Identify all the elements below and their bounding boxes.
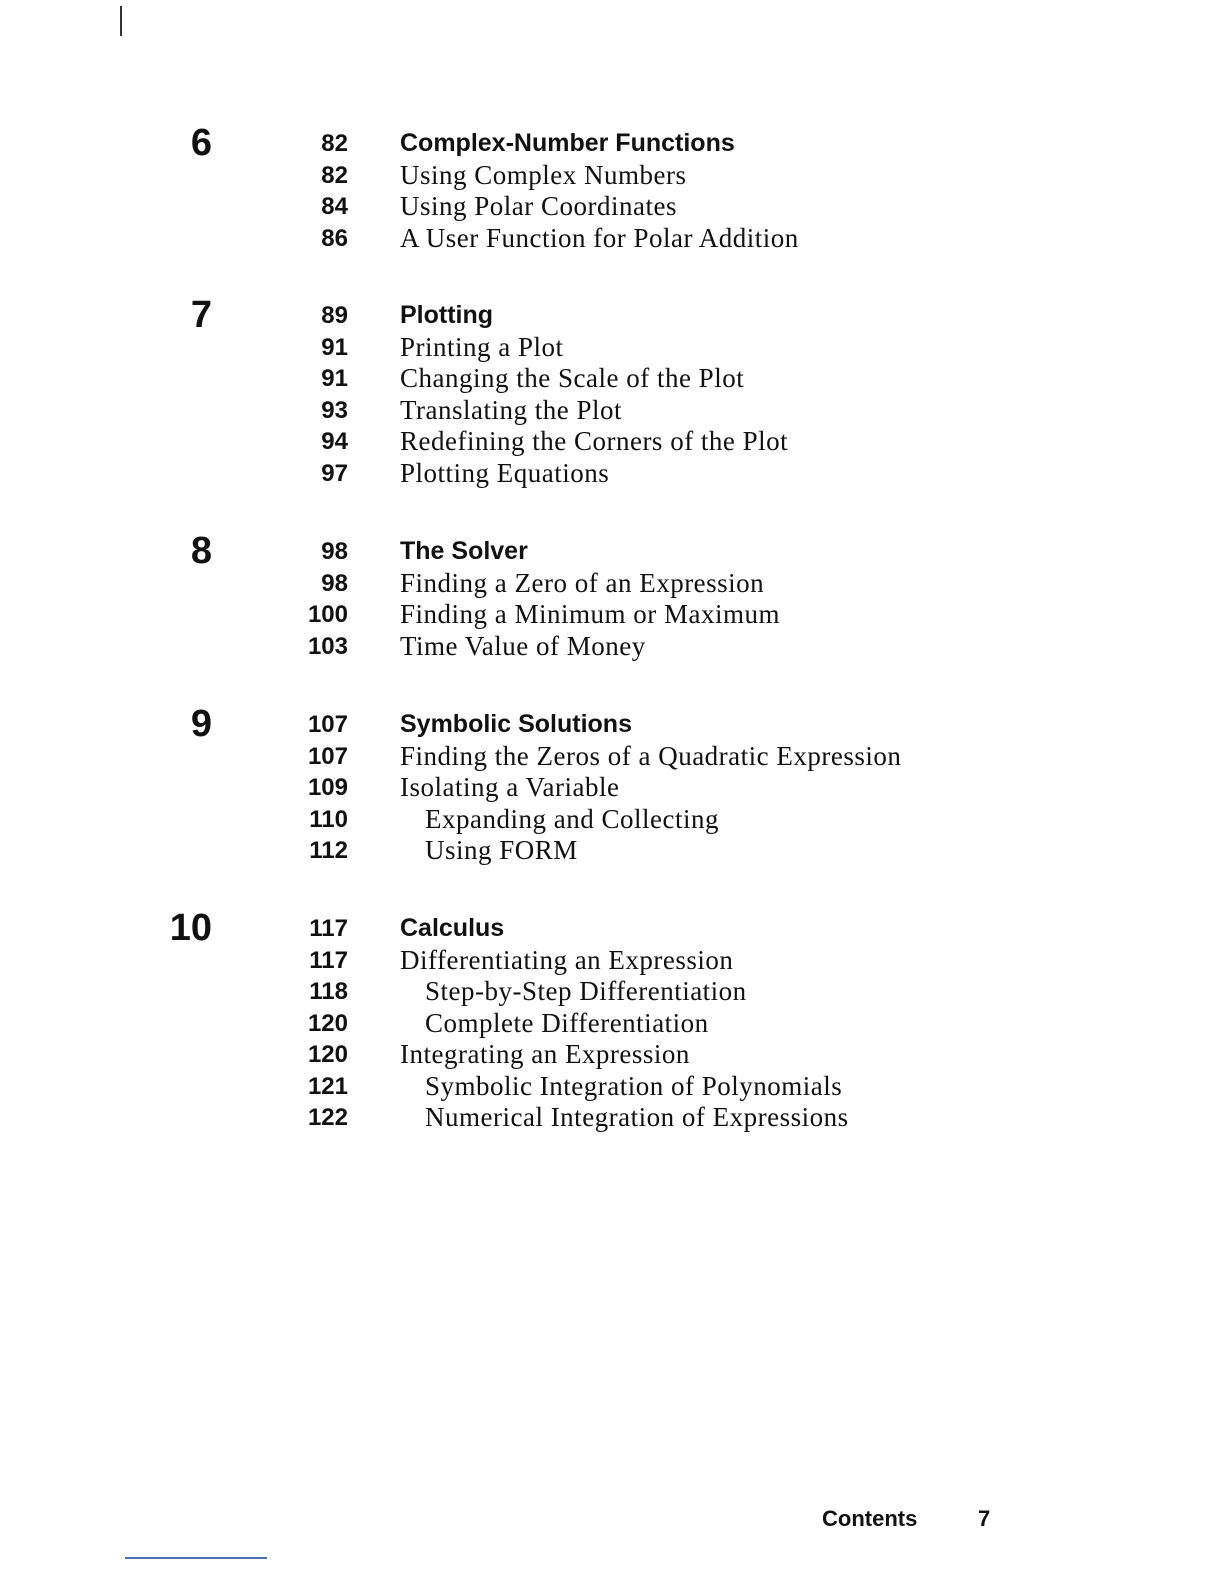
section-title: Using Polar Coordinates (400, 191, 677, 221)
section-title: Finding a Zero of an Expression (400, 567, 765, 598)
footer-label: Contents (822, 1506, 918, 1531)
page-number: 107 (307, 711, 348, 738)
page-number: 107 (307, 742, 348, 770)
section-title: Integrating an Expression (400, 1039, 690, 1069)
toc-entry[interactable] (0, 835, 1224, 867)
section-title: Isolating a Variable (400, 772, 620, 802)
page-number: 97 (321, 459, 348, 487)
page-number: 91 (321, 365, 348, 392)
subsection-title: Expanding and Collecting (425, 803, 719, 834)
subsection-title: Symbolic Integration of Polynomials (425, 1070, 843, 1101)
toc-entry[interactable] (0, 223, 1224, 255)
subsection-title: Complete Differentiation (425, 1007, 709, 1038)
toc-entry[interactable] (0, 913, 1224, 945)
toc-entry[interactable] (0, 599, 1224, 631)
toc-entry[interactable] (0, 1008, 1224, 1040)
chapter-8 (0, 530, 1224, 662)
chapter-number: 10 (169, 907, 212, 949)
footer-page-number: 7 (978, 1506, 991, 1531)
page-number: 89 (321, 302, 348, 329)
chapter-10 (0, 907, 1224, 1134)
section-title: Using Complex Numbers (400, 159, 687, 190)
toc-entry[interactable] (0, 363, 1224, 395)
subsection-title: Numerical Integration of Expressions (425, 1102, 849, 1132)
page-number: 103 (307, 632, 348, 660)
section-title: A User Function for Polar Addition (400, 222, 799, 253)
section-title: Redefining the Corners of the Plot (400, 426, 789, 456)
toc-entry[interactable] (0, 631, 1224, 663)
toc-entry[interactable] (0, 458, 1224, 490)
page-number: 100 (307, 601, 348, 628)
page-number: 117 (309, 946, 348, 974)
chapter-number: 9 (190, 703, 212, 745)
toc-entry[interactable] (0, 568, 1224, 600)
page-footer (0, 1506, 1224, 1538)
toc-entry[interactable] (0, 536, 1224, 568)
section-title: Differentiating an Expression (400, 944, 734, 975)
page-number: 82 (321, 161, 348, 189)
crop-mark (120, 6, 122, 36)
toc-entry[interactable] (0, 804, 1224, 836)
subsection-title: Using FORM (425, 835, 578, 865)
toc-entry[interactable] (0, 160, 1224, 192)
section-title: Printing a Plot (400, 331, 564, 362)
toc-entry[interactable] (0, 772, 1224, 804)
chapter-title: Symbolic Solutions (400, 710, 632, 738)
chapter-title: Calculus (400, 914, 505, 942)
page-number: 98 (321, 569, 348, 597)
section-title: Time Value of Money (400, 630, 646, 661)
page-number: 91 (321, 333, 348, 361)
page-number: 98 (321, 538, 348, 565)
toc-entry[interactable] (0, 191, 1224, 223)
chapter-title: The Solver (400, 537, 528, 565)
page-number: 121 (307, 1072, 348, 1100)
toc-entry[interactable] (0, 300, 1224, 332)
chapter-number: 6 (190, 122, 212, 164)
toc-entry[interactable] (0, 1102, 1224, 1134)
section-title: Translating the Plot (400, 394, 623, 425)
toc-entry[interactable] (0, 976, 1224, 1008)
section-title: Plotting Equations (400, 457, 610, 488)
toc-entry[interactable] (0, 1039, 1224, 1071)
chapter-6 (0, 122, 1224, 254)
toc-entry[interactable] (0, 945, 1224, 977)
toc-entry[interactable] (0, 395, 1224, 427)
chapter-number: 8 (190, 530, 212, 572)
page-number: 120 (307, 1041, 348, 1068)
toc-entry[interactable] (0, 426, 1224, 458)
page-number: 109 (307, 774, 348, 801)
page-number: 94 (321, 428, 348, 455)
toc-entry[interactable] (0, 128, 1224, 160)
page-number: 86 (321, 224, 348, 252)
toc-entry[interactable] (0, 741, 1224, 773)
page-number: 82 (321, 130, 348, 157)
scan-edge-line (125, 1557, 267, 1559)
page-number: 110 (309, 805, 348, 833)
page-number: 93 (321, 396, 348, 424)
subsection-title: Step-by-Step Differentiation (425, 976, 747, 1006)
page-number: 84 (321, 193, 348, 220)
chapter-number: 7 (190, 294, 212, 336)
toc-entry[interactable] (0, 709, 1224, 741)
chapter-title: Complex-Number Functions (400, 129, 735, 157)
toc-entry[interactable] (0, 1071, 1224, 1103)
page-number: 118 (309, 978, 348, 1005)
page-number: 117 (309, 915, 348, 942)
chapter-title: Plotting (400, 301, 494, 329)
section-title: Finding a Minimum or Maximum (400, 599, 781, 629)
chapter-7 (0, 294, 1224, 489)
toc-entry[interactable] (0, 332, 1224, 364)
section-title: Changing the Scale of the Plot (400, 363, 745, 393)
chapter-9 (0, 703, 1224, 867)
page-number: 120 (307, 1009, 348, 1037)
section-title: Finding the Zeros of a Quadratic Expression (400, 740, 902, 771)
page-number: 122 (307, 1104, 348, 1131)
page-number: 112 (309, 837, 348, 864)
